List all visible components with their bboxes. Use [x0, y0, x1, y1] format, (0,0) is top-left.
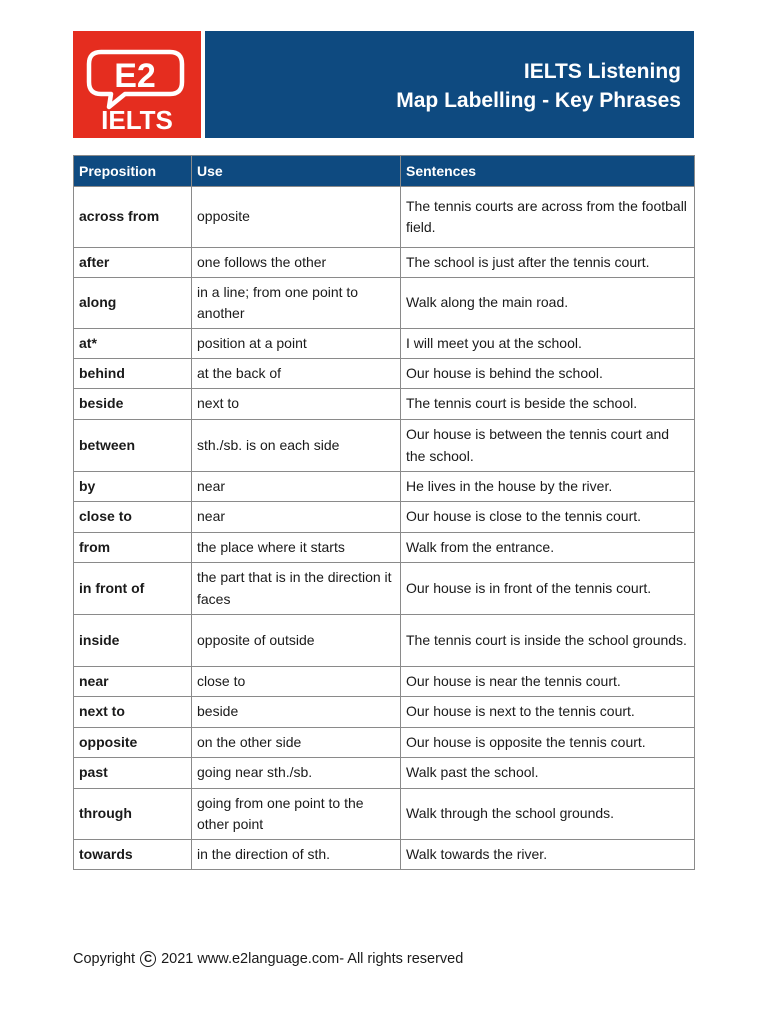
preposition-cell: across from [74, 187, 192, 248]
preposition-cell: past [74, 758, 192, 789]
use-cell: opposite of outside [192, 615, 401, 667]
table-row [74, 758, 695, 789]
sentence-cell: Our house is between the tennis court and the school. [401, 420, 695, 472]
table-row [74, 329, 695, 359]
sentence-cell: The tennis court is beside the school. [401, 389, 695, 420]
preposition-cell: near [74, 667, 192, 697]
preposition-cell: inside [74, 615, 192, 667]
copyright-icon: C [140, 951, 156, 967]
preposition-cell: in front of [74, 563, 192, 615]
logo-graphic [73, 31, 201, 138]
use-cell: going from one point to the other point [192, 789, 401, 840]
table-row [74, 789, 695, 840]
table-row [74, 615, 695, 667]
title-line-1: IELTS Listening [523, 60, 681, 83]
use-cell: sth./sb. is on each side [192, 420, 401, 472]
use-cell: at the back of [192, 359, 401, 389]
table-row [74, 697, 695, 728]
use-cell: position at a point [192, 329, 401, 359]
preposition-cell: along [74, 278, 192, 329]
sentence-cell: I will meet you at the school. [401, 329, 695, 359]
use-cell: next to [192, 389, 401, 420]
logo-top-text: E2 [114, 57, 156, 95]
preposition-cell: after [74, 248, 192, 278]
table-row [74, 278, 695, 329]
sentence-cell: Our house is opposite the tennis court. [401, 728, 695, 758]
table-row [74, 472, 695, 502]
use-cell: opposite [192, 187, 401, 248]
table-row [74, 248, 695, 278]
column-header-use: Use [192, 156, 401, 187]
preposition-cell: through [74, 789, 192, 840]
page-header [73, 31, 694, 138]
table-row [74, 359, 695, 389]
logo-bottom-text: IELTS [101, 105, 173, 135]
table-row [74, 187, 695, 248]
use-cell: the place where it starts [192, 533, 401, 563]
table-row [74, 563, 695, 615]
sentence-cell: Our house is behind the school. [401, 359, 695, 389]
preposition-cell: at* [74, 329, 192, 359]
preposition-cell: opposite [74, 728, 192, 758]
preposition-cell: between [74, 420, 192, 472]
sentence-cell: He lives in the house by the river. [401, 472, 695, 502]
table-header-row [74, 156, 695, 187]
copyright-footer [73, 951, 463, 967]
phrases-table [73, 155, 695, 870]
table-row [74, 502, 695, 533]
sentence-cell: Walk along the main road. [401, 278, 695, 329]
sentence-cell: The school is just after the tennis court. [401, 248, 695, 278]
preposition-cell: behind [74, 359, 192, 389]
column-header-sentences: Sentences [401, 156, 695, 187]
use-cell: in a line; from one point to another [192, 278, 401, 329]
title-line-2: Map Labelling - Key Phrases [396, 89, 681, 112]
use-cell: going near sth./sb. [192, 758, 401, 789]
copyright-text: 2021 www.e2language.com- All rights reserved [161, 951, 464, 967]
sentence-cell: Our house is next to the tennis court. [401, 697, 695, 728]
use-cell: on the other side [192, 728, 401, 758]
preposition-cell: beside [74, 389, 192, 420]
table-row [74, 533, 695, 563]
table-row [74, 728, 695, 758]
table-row [74, 667, 695, 697]
use-cell: the part that is in the direction it faces [192, 563, 401, 615]
table-row [74, 840, 695, 870]
sentence-cell: Our house is close to the tennis court. [401, 502, 695, 533]
sentence-cell: Walk towards the river. [401, 840, 695, 870]
use-cell: close to [192, 667, 401, 697]
preposition-cell: next to [74, 697, 192, 728]
preposition-cell: towards [74, 840, 192, 870]
sentence-cell: The tennis courts are across from the football field. [401, 187, 695, 248]
sentence-cell: Walk through the school grounds. [401, 789, 695, 840]
column-header-preposition: Preposition [74, 156, 192, 187]
preposition-cell: close to [74, 502, 192, 533]
use-cell: near [192, 502, 401, 533]
preposition-cell: by [74, 472, 192, 502]
table-row [74, 420, 695, 472]
sentence-cell: Walk from the entrance. [401, 533, 695, 563]
use-cell: one follows the other [192, 248, 401, 278]
preposition-cell: from [74, 533, 192, 563]
sentence-cell: Our house is in front of the tennis court. [401, 563, 695, 615]
title-banner [205, 31, 694, 138]
sentence-cell: Walk past the school. [401, 758, 695, 789]
e2-ielts-logo [73, 31, 201, 138]
use-cell: in the direction of sth. [192, 840, 401, 870]
use-cell: near [192, 472, 401, 502]
table-row [74, 389, 695, 420]
sentence-cell: The tennis court is inside the school grounds. [401, 615, 695, 667]
copyright-prefix: Copyright [73, 951, 136, 967]
sentence-cell: Our house is near the tennis court. [401, 667, 695, 697]
use-cell: beside [192, 697, 401, 728]
